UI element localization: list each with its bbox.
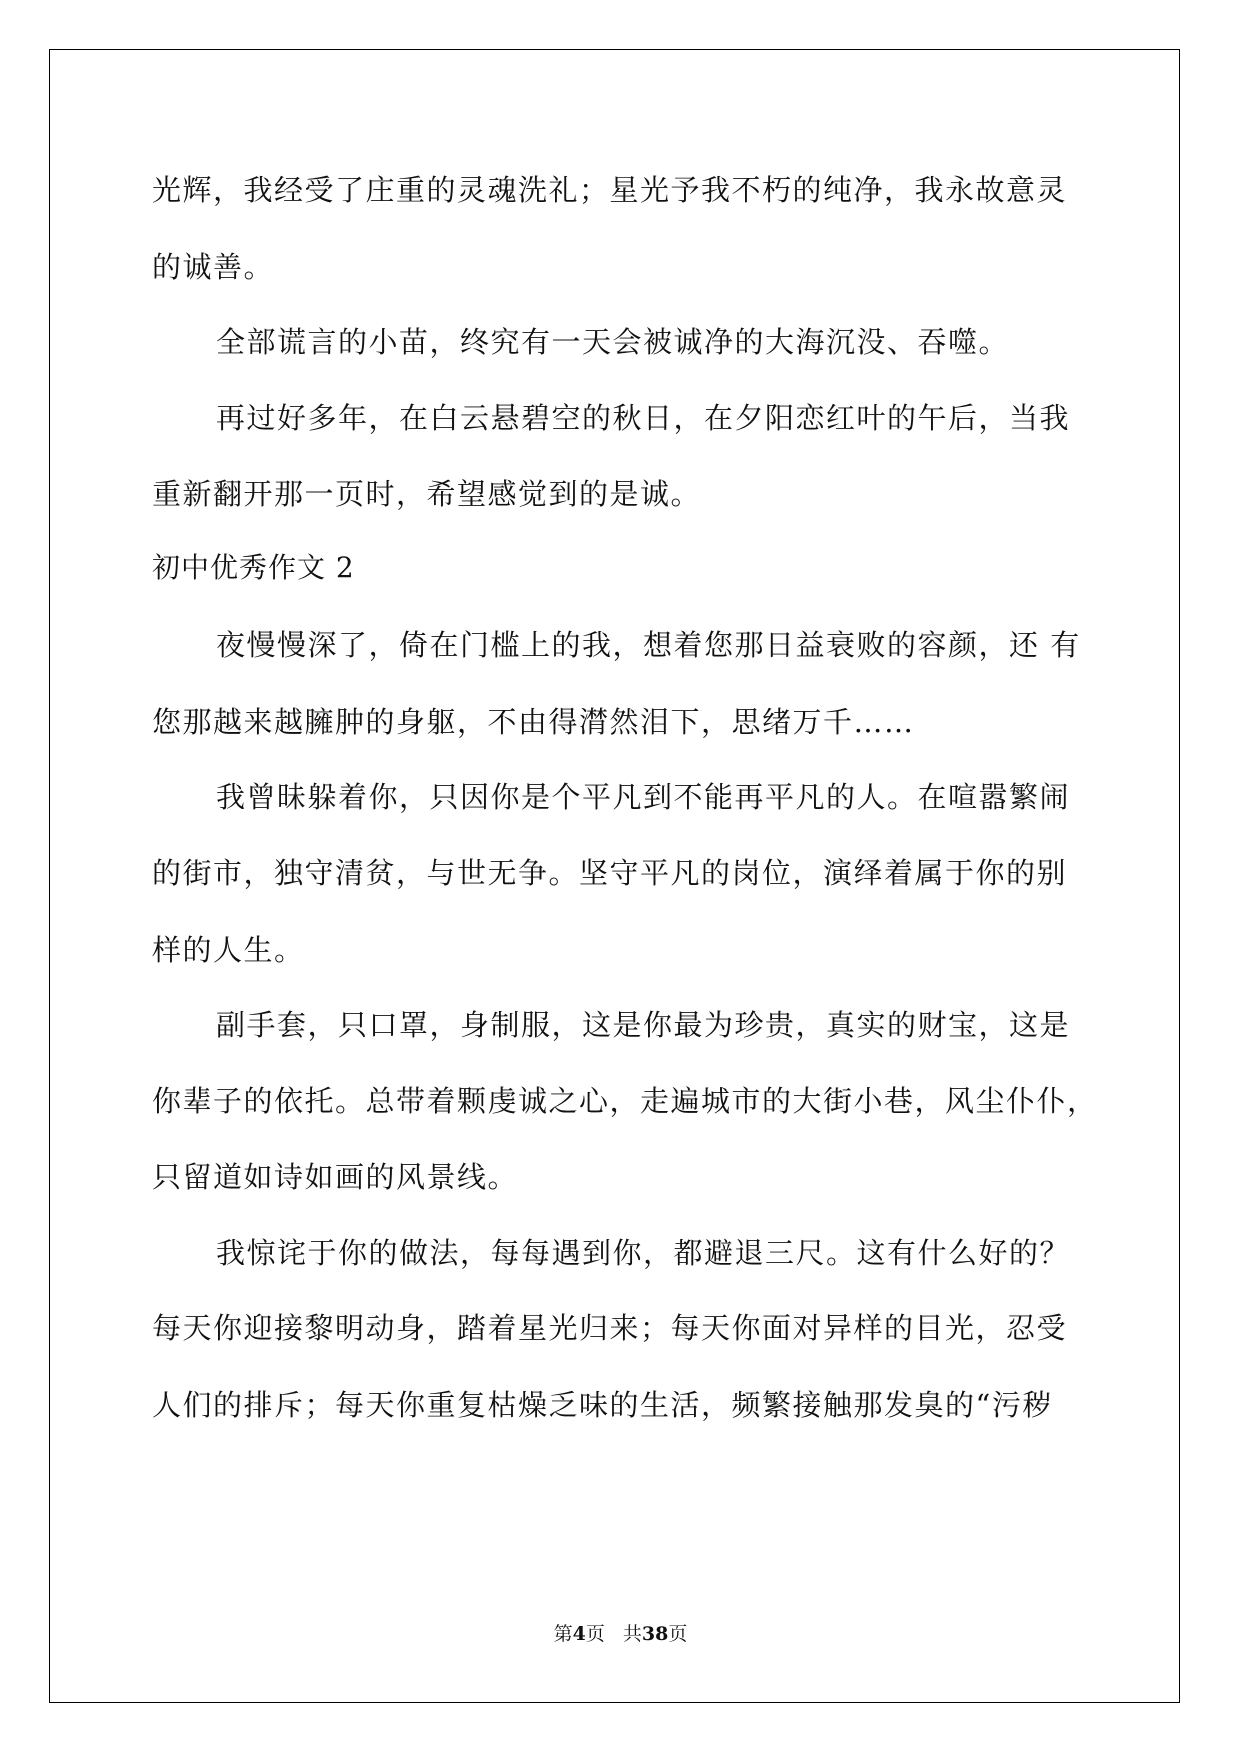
text-line: 光辉，我经受了庄重的灵魂洗礼；星光予我不朽的纯净，我永故意灵: [152, 173, 1068, 207]
text-line: 的街市，独守清贫，与世无争。坚守平凡的岗位，演绎着属于你的别: [152, 856, 1068, 890]
page-number: 4: [572, 1623, 586, 1645]
paragraph-line: 夜慢慢深了，倚在门槛上的我，想着您那日益衰败的容颜，还 有: [216, 628, 1081, 662]
total-prefix: 共: [622, 1623, 642, 1645]
paragraph-line: 副手套，只口罩，身制服，这是你最为珍贵，真实的财宝，这是: [216, 1008, 1071, 1042]
text-line: 每天你迎接黎明动身，踏着星光归来；每天你面对异样的目光，忍受: [152, 1311, 1068, 1345]
text-line: 只留道如诗如画的风景线。: [152, 1160, 519, 1194]
paragraph-line: 全部谎言的小苗，终究有一天会被诚净的大海沉没、吞噬。: [216, 325, 1010, 359]
text-line: 您那越来越臃肿的身躯，不由得潸然泪下，思绪万千……: [152, 705, 915, 739]
page-suffix: 页: [585, 1623, 605, 1645]
page-prefix: 第: [553, 1623, 573, 1645]
paragraph-line: 我曾昧躲着你，只因你是个平凡到不能再平凡的人。在喧嚣繁闹: [216, 780, 1071, 814]
text-line: 你辈子的依托。总带着颗虔诚之心，走遍城市的大街小巷，风尘仆仆，: [152, 1084, 1098, 1118]
section-title: 初中优秀作文 2: [152, 551, 355, 584]
text-line: 人们的排斥；每天你重复枯燥乏味的生活，频繁接触那发臭的“污秽: [152, 1388, 1053, 1422]
paragraph-line: 我惊诧于你的做法，每每遇到你，都避退三尺。这有什么好的？: [216, 1236, 1071, 1270]
paragraph-line: 再过好多年，在白云悬碧空的秋日，在夕阳恋红叶的午后，当我: [216, 401, 1071, 435]
text-line: 的诚善。: [152, 250, 275, 284]
total-pages: 38: [641, 1623, 669, 1645]
text-line: 重新翻开那一页时，希望感觉到的是诚。: [152, 477, 702, 511]
total-suffix: 页: [668, 1623, 688, 1645]
text-line: 样的人生。: [152, 933, 305, 967]
page-footer: [0, 1619, 1241, 1646]
